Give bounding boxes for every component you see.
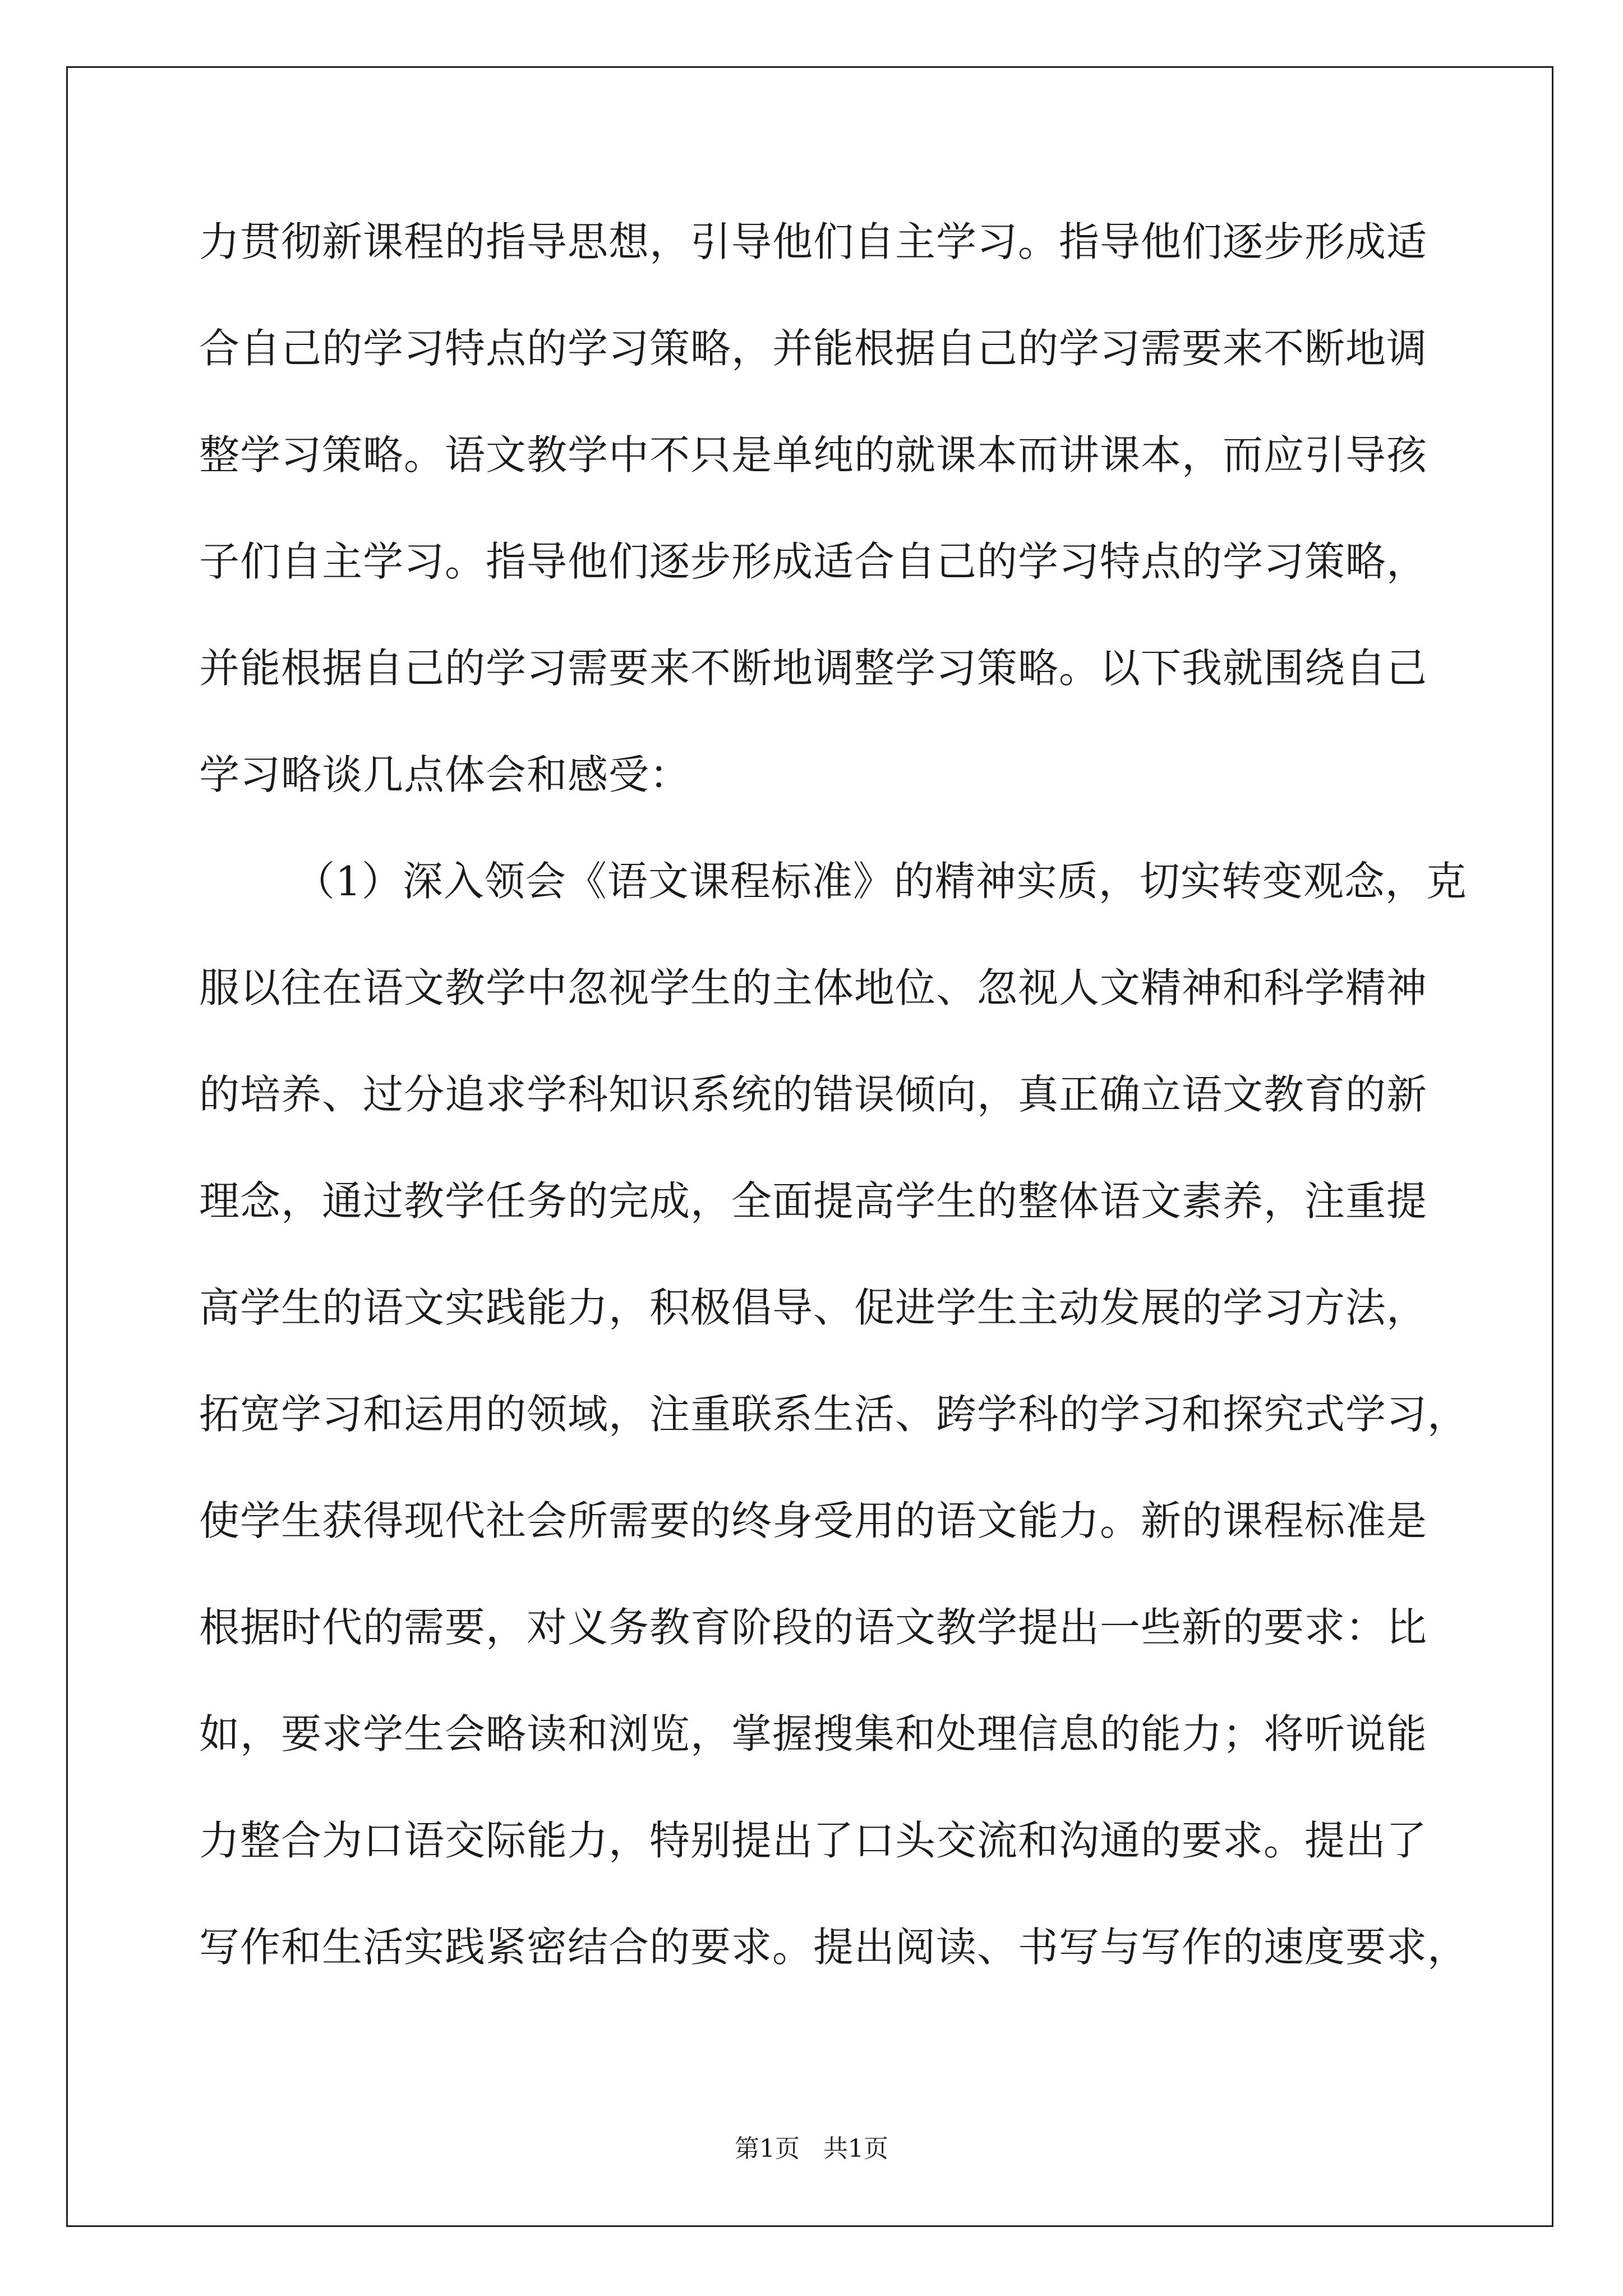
text-line: 服以往在语文教学中忽视学生的主体地位、忽视人文精神和科学精神 [199, 964, 1428, 1011]
text-line: （1）深入领会《语文课程标准》的精神实质，切实转变观念，克 [294, 858, 1467, 905]
text-line: 合自己的学习特点的学习策略，并能根据自己的学习需要来不断地调 [199, 325, 1428, 372]
text-line: 根据时代的需要，对义务教育阶段的语文教学提出一些新的要求：比 [199, 1604, 1428, 1651]
text-line: 的培养、过分追求学科知识系统的错误倾向，真正确立语文教育的新 [199, 1071, 1428, 1118]
text-line: 并能根据自己的学习需要来不断地调整学习策略。以下我就围绕自己 [199, 645, 1428, 692]
page-footer: 第1页 共1页 [735, 2134, 888, 2163]
text-line: 使学生获得现代社会所需要的终身受用的语文能力。新的课程标准是 [199, 1497, 1428, 1544]
text-line: 理念，通过教学任务的完成，全面提高学生的整体语文素养，注重提 [199, 1177, 1428, 1225]
text-line: 力整合为口语交际能力，特别提出了口头交流和沟通的要求。提出了 [199, 1817, 1428, 1864]
text-line: 高学生的语文实践能力，积极倡导、促进学生主动发展的学习方法， [199, 1284, 1428, 1331]
text-line: 力贯彻新课程的指导思想，引导他们自主学习。指导他们逐步形成适 [199, 218, 1428, 265]
document-body [199, 218, 1469, 2033]
text-line: 学习略谈几点体会和感受： [199, 751, 691, 798]
text-line: 如，要求学生会略读和浏览，掌握搜集和处理信息的能力；将听说能 [199, 1710, 1428, 1757]
text-line: 子们自主学习。指导他们逐步形成适合自己的学习特点的学习策略， [199, 538, 1428, 585]
text-line: 写作和生活实践紧密结合的要求。提出阅读、书写与写作的速度要求， [199, 1924, 1469, 1971]
text-line: 整学习策略。语文教学中不只是单纯的就课本而讲课本，而应引导孩 [199, 431, 1428, 478]
text-line: 拓宽学习和运用的领域，注重联系生活、跨学科的学习和探究式学习， [199, 1391, 1469, 1438]
